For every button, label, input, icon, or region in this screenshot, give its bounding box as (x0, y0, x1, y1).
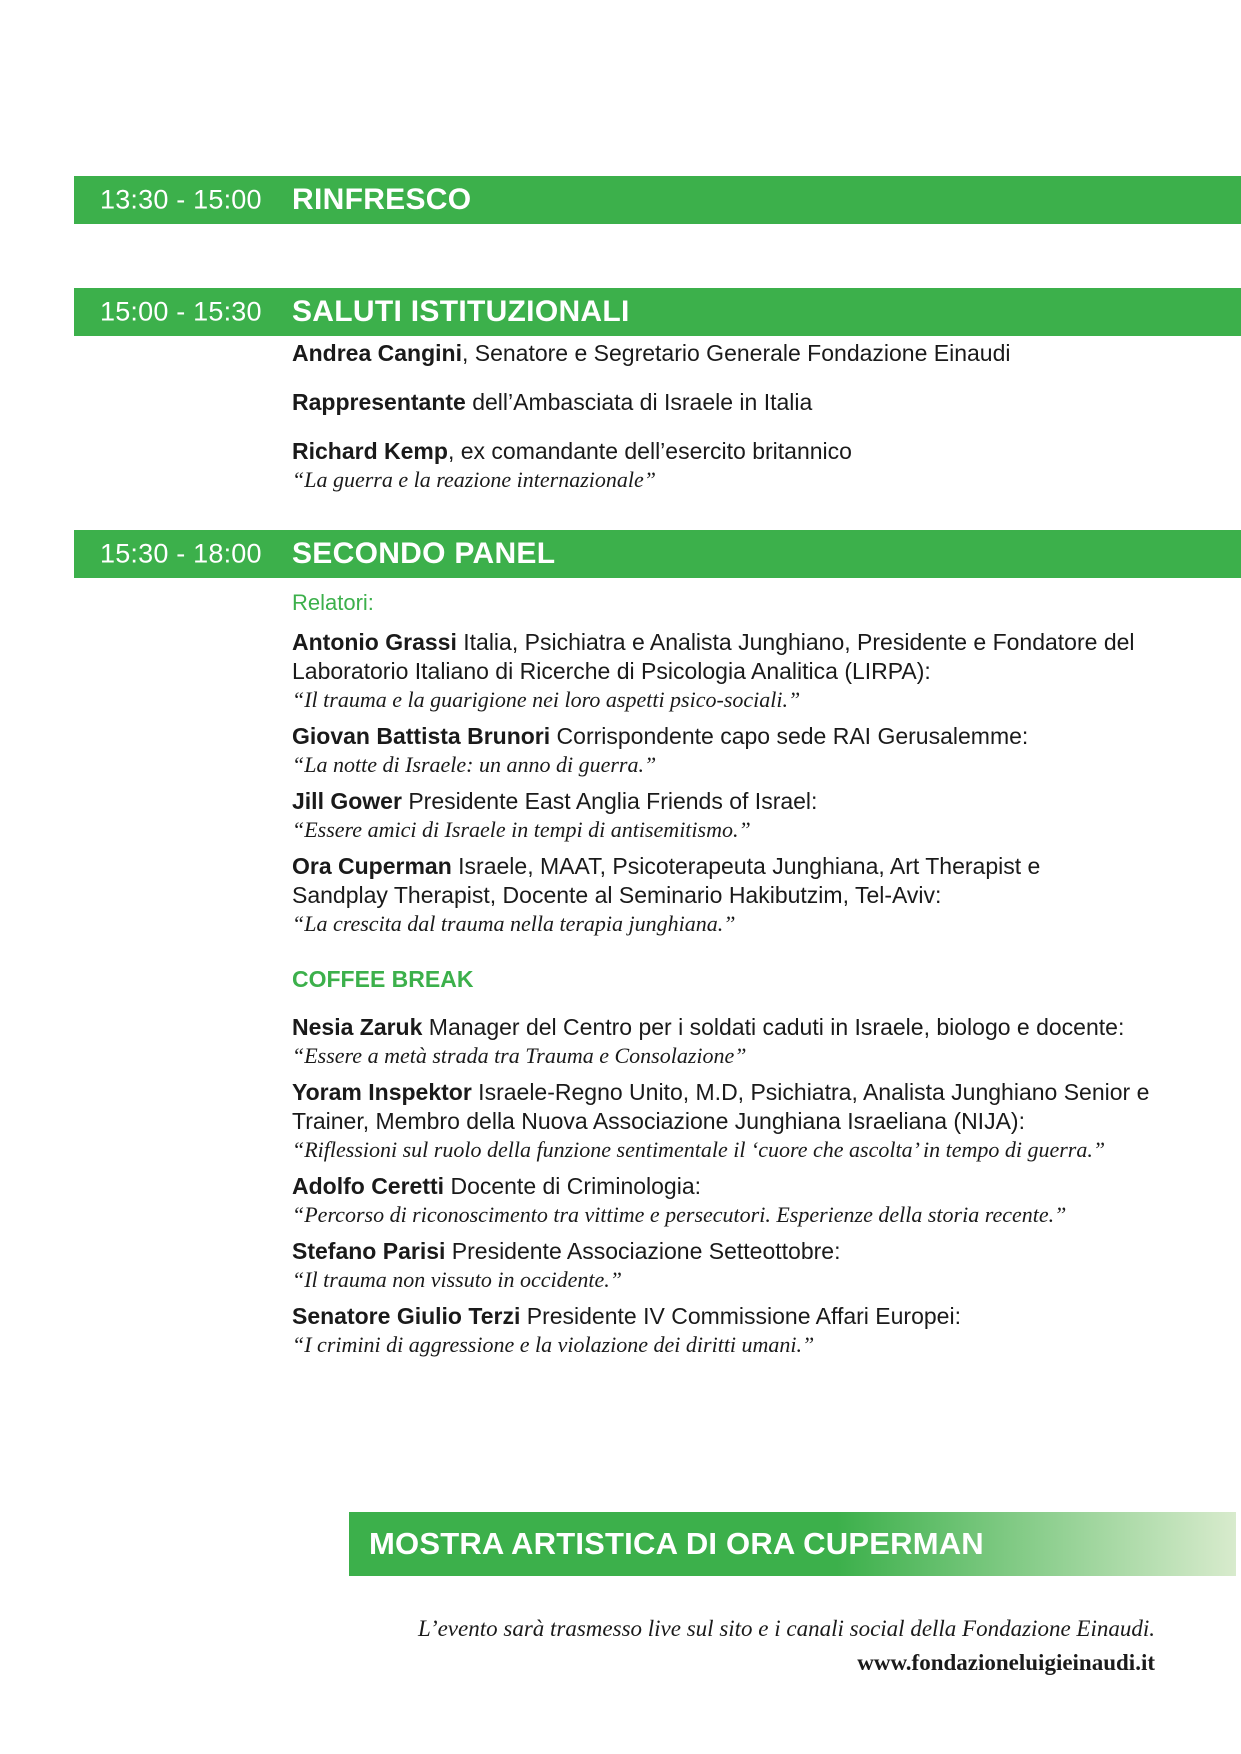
speaker-desc: , ex comandante dell’esercito britannico (447, 438, 852, 464)
session-title: SALUTI ISTITUZIONALI (292, 295, 630, 328)
mostra-title: MOSTRA ARTISTICA DI ORA CUPERMAN (369, 1526, 984, 1561)
speaker-name: Jill Gower (292, 788, 402, 814)
mostra-banner (349, 1512, 1236, 1576)
session-time: 15:00 - 15:30 (100, 296, 262, 327)
speaker-desc: dell’Ambasciata di Israele in Italia (465, 389, 813, 415)
list-item (292, 339, 1192, 368)
speaker-desc: , Senatore e Segretario Generale Fondazione Einaudi (461, 340, 1011, 366)
speaker-name: Adolfo Ceretti (292, 1173, 445, 1199)
talk-title: “Il trauma non vissuto in occidente.” (292, 1267, 622, 1292)
list-item (292, 1172, 1192, 1229)
session-bar-rinfresco (74, 176, 1241, 224)
footer-note: L’evento sarà trasmesso live sul sito e i canali social della Fondazione Einaudi. (418, 1616, 1155, 1641)
talk-title: “Essere amici di Israele in tempi di antisemitismo.” (292, 817, 751, 842)
speaker-name: Giovan Battista Brunori (292, 723, 551, 749)
session-title: RINFRESCO (292, 183, 472, 216)
list-item (292, 628, 1192, 714)
speaker-desc: Italia, Psichiatra e Analista Junghiano, Presidente e Fondatore del (456, 629, 1135, 655)
talk-title: “La crescita dal trauma nella terapia junghiana.” (292, 911, 736, 936)
speaker-name: Ora Cuperman (292, 853, 452, 879)
talk-title: “Percorso di riconoscimento tra vittime e persecutori. Esperienze della storia recente.” (292, 1202, 1067, 1227)
speaker-name: Senatore Giulio Terzi (292, 1303, 521, 1329)
footer (418, 1612, 1155, 1680)
footer-url[interactable]: www.fondazioneluigieinaudi.it (857, 1650, 1155, 1675)
speaker-name: Richard Kemp (292, 438, 448, 464)
speaker-desc: Israele, MAAT, Psicoterapeuta Junghiana, Art Therapist e (451, 853, 1041, 879)
speaker-desc: Presidente IV Commissione Affari Europei: (520, 1303, 961, 1329)
speaker-desc-cont: Laboratorio Italiano di Ricerche di Psicologia Analitica (LIRPA): (292, 658, 931, 684)
speaker-name: Antonio Grassi (292, 629, 457, 655)
list-item (292, 437, 1192, 466)
speaker-desc: Presidente East Anglia Friends of Israel: (401, 788, 818, 814)
list-item (292, 1078, 1192, 1164)
speaker-name: Yoram Inspektor (292, 1079, 472, 1105)
session-bar-saluti (74, 288, 1241, 336)
session-bar-secondo-panel (74, 530, 1241, 578)
speaker-desc: Corrispondente capo sede RAI Gerusalemme: (550, 723, 1029, 749)
list-item (292, 1013, 1192, 1070)
list-item (292, 722, 1192, 779)
speaker-desc: Manager del Centro per i soldati caduti in Israele, biologo e docente: (422, 1014, 1125, 1040)
relatori-label: Relatori: (292, 590, 374, 615)
speaker-desc: Docente di Criminologia: (444, 1173, 702, 1199)
talk-title: “La guerra e la reazione internazionale” (292, 467, 657, 492)
session-title: SECONDO PANEL (292, 537, 556, 570)
talk-title: “Il trauma e la guarigione nei loro aspetti psico-sociali.” (292, 687, 801, 712)
talk-title: “Essere a metà strada tra Trauma e Consolazione” (292, 1043, 747, 1068)
speaker-desc: Israele-Regno Unito, M.D, Psichiatra, Analista Junghiano Senior e (471, 1079, 1150, 1105)
session-time: 15:30 - 18:00 (100, 538, 262, 569)
list-item (292, 787, 1192, 844)
talk-title: “I crimini di aggressione e la violazione dei diritti umani.” (292, 1332, 815, 1357)
list-item (292, 852, 1192, 938)
coffee-break-label: COFFEE BREAK (292, 966, 474, 992)
speaker-name: Andrea Cangini (292, 340, 462, 366)
panel-list (292, 590, 1192, 1367)
speaker-name: Rappresentante (292, 389, 466, 415)
speaker-name: Nesia Zaruk (292, 1014, 423, 1040)
session-time: 13:30 - 15:00 (100, 184, 262, 215)
talk-title: “Riflessioni sul ruolo della funzione sentimentale il ‘cuore che ascolta’ in tempo di guerra.” (292, 1137, 1106, 1162)
saluti-list (292, 339, 1192, 494)
speaker-desc-cont: Sandplay Therapist, Docente al Seminario Hakibutzim, Tel-Aviv: (292, 882, 942, 908)
talk-title: “La notte di Israele: un anno di guerra.” (292, 752, 657, 777)
speaker-name: Stefano Parisi (292, 1238, 446, 1264)
list-item (292, 1302, 1192, 1359)
speaker-desc: Presidente Associazione Setteottobre: (445, 1238, 841, 1264)
list-item (292, 388, 1192, 417)
speaker-desc-cont: Trainer, Membro della Nuova Associazione Junghiana Israeliana (NIJA): (292, 1108, 1025, 1134)
list-item (292, 1237, 1192, 1294)
